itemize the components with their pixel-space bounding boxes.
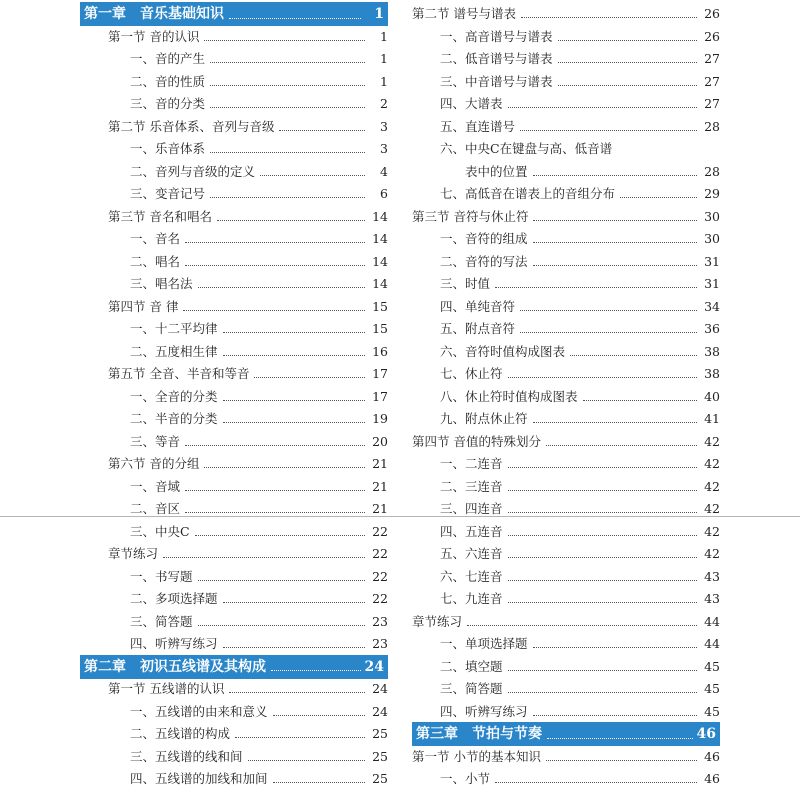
- toc-dot-leader: [254, 377, 365, 378]
- toc-entry-title: 三、中音谱号与谱表: [440, 73, 553, 89]
- toc-entry-title: 第一节 五线谱的认识: [108, 681, 225, 696]
- toc-dot-leader: [508, 557, 697, 558]
- toc-page-number: 38: [704, 366, 720, 381]
- toc-page-number: 38: [704, 343, 720, 359]
- toc-dot-leader: [508, 670, 697, 671]
- toc-dot-leader: [210, 152, 365, 153]
- toc-entry: [412, 115, 720, 137]
- toc-dot-leader: [273, 715, 365, 716]
- toc-page-number: 43: [704, 568, 720, 584]
- toc-dot-leader: [183, 310, 365, 311]
- toc-dot-leader: [508, 580, 697, 581]
- toc-entry-title: 三、五线谱的线和间: [130, 748, 243, 764]
- toc-entry-title: 第一节 小节的基本知识: [412, 748, 541, 764]
- toc-entry: [80, 475, 388, 497]
- toc-dot-leader: [620, 197, 697, 198]
- toc-entry-title: 八、休止符时值构成图表: [440, 388, 578, 404]
- toc-dot-leader: [210, 197, 365, 198]
- toc-entry-title: 一、音符的组成: [440, 231, 528, 246]
- toc-page-number: 19: [372, 411, 388, 426]
- toc-dot-leader: [210, 62, 365, 63]
- toc-page-number: 30: [704, 231, 720, 246]
- toc-dot-leader: [558, 85, 697, 86]
- toc-entry-title: 表中的位置: [440, 163, 528, 179]
- toc-entry-title: 三、时值: [440, 276, 491, 291]
- toc-page-number: 22: [372, 546, 388, 561]
- toc-entry: [80, 340, 388, 362]
- toc-entry-title: 第六节 音的分组: [108, 456, 200, 471]
- toc-page-number: 28: [704, 118, 720, 134]
- toc-entry-title: 二、五线谱的构成: [130, 726, 231, 741]
- toc-entry: [80, 385, 388, 407]
- toc-entry: [80, 722, 388, 744]
- toc-page-number: 23: [372, 636, 388, 651]
- toc-page-number: 23: [372, 613, 388, 629]
- toc-dot-leader: [520, 130, 697, 131]
- toc-page-number: 44: [704, 636, 720, 651]
- toc-dot-leader: [229, 18, 361, 19]
- toc-page-number: 17: [372, 366, 388, 381]
- toc-page-number: 17: [372, 388, 388, 404]
- toc-entry-title: 六、音符时值构成图表: [440, 343, 566, 359]
- toc-dot-leader: [508, 107, 697, 108]
- toc-entry: [412, 92, 720, 114]
- toc-dot-leader: [204, 467, 365, 468]
- toc-dot-leader: [195, 535, 365, 536]
- toc-entry-title: 四、五连音: [440, 523, 503, 539]
- toc-entry: [80, 92, 388, 114]
- toc-entry-title: 第一章 音乐基础知识: [84, 6, 224, 22]
- toc-dot-leader: [508, 602, 697, 603]
- toc-page-number: 14: [372, 208, 388, 224]
- toc-entry-title: 九、附点休止符: [440, 411, 528, 426]
- toc-entry: [80, 70, 388, 92]
- toc-dot-leader: [223, 400, 365, 401]
- toc-entry-title: 四、大谱表: [440, 96, 503, 111]
- toc-dot-leader: [185, 490, 365, 491]
- toc-page-number: 3: [380, 118, 388, 134]
- toc-page-number: 25: [372, 726, 388, 741]
- toc-dot-leader: [533, 220, 697, 221]
- toc-page-number: 14: [372, 276, 388, 291]
- toc-entry-title: 一、二连音: [440, 456, 503, 471]
- toc-entry: [412, 407, 720, 429]
- toc-entry-title: 二、三连音: [440, 478, 503, 494]
- toc-entry-title: 一、音域: [130, 478, 181, 494]
- toc-page-number: 1: [380, 51, 388, 66]
- toc-entry-title: 四、听辨写练习: [130, 636, 218, 651]
- toc-entry: [412, 632, 720, 654]
- toc-entry-title: 第三节 音符与休止符: [412, 208, 529, 224]
- toc-entry: [80, 700, 388, 722]
- toc-dot-leader: [163, 557, 365, 558]
- toc-entry: [412, 475, 720, 497]
- toc-entry: [80, 295, 388, 317]
- toc-page-number: 6: [380, 186, 388, 201]
- toc-dot-leader: [235, 737, 365, 738]
- toc-entry: [80, 182, 388, 204]
- toc-page-number: 42: [704, 456, 720, 471]
- toc-entry: [412, 295, 720, 317]
- toc-entry: [412, 520, 720, 542]
- toc-page-number: 21: [372, 456, 388, 471]
- toc-entry-title: 一、五线谱的由来和意义: [130, 703, 268, 719]
- toc-entry: [412, 272, 720, 294]
- toc-dot-leader: [198, 287, 365, 288]
- toc-page-number: 16: [372, 343, 388, 359]
- toc-entry: [412, 205, 720, 227]
- toc-chapter-entry: [412, 722, 720, 746]
- toc-entry: [412, 700, 720, 722]
- toc-dot-leader: [210, 85, 365, 86]
- toc-entry: [80, 745, 388, 767]
- toc-entry: [412, 2, 720, 24]
- toc-entry-title: 七、休止符: [440, 366, 503, 381]
- toc-page-number: 14: [372, 231, 388, 246]
- toc-entry: [412, 452, 720, 474]
- toc-entry-title: 三、简答题: [440, 681, 503, 696]
- toc-entry-title: 三、简答题: [130, 613, 193, 629]
- toc-dot-leader: [508, 377, 697, 378]
- toc-entry-title: 三、中央C: [130, 523, 190, 539]
- toc-chapter-entry: [80, 2, 388, 26]
- toc-dot-leader: [185, 445, 365, 446]
- toc-page-number: 1: [380, 28, 388, 44]
- toc-entry-title: 四、五线谱的加线和加间: [130, 771, 268, 786]
- toc-dot-leader: [533, 715, 697, 716]
- toc-page-number: 29: [704, 186, 720, 201]
- toc-dot-leader: [558, 62, 697, 63]
- toc-page-number: 27: [704, 96, 720, 111]
- toc-entry: [80, 137, 388, 159]
- toc-entry: [80, 317, 388, 339]
- toc-dot-leader: [223, 647, 365, 648]
- toc-dot-leader: [583, 400, 697, 401]
- toc-dot-leader: [223, 602, 365, 603]
- toc-dot-leader: [533, 647, 697, 648]
- toc-page-number: 3: [380, 141, 388, 156]
- toc-entry-title: 五、六连音: [440, 546, 503, 561]
- toc-dot-leader: [546, 445, 697, 446]
- toc-dot-leader: [520, 310, 697, 311]
- toc-page-number: 45: [704, 703, 720, 719]
- toc-dot-leader: [260, 175, 365, 176]
- toc-dot-leader: [185, 512, 365, 513]
- toc-entry: [80, 430, 388, 452]
- page-fold-line: [0, 516, 800, 517]
- toc-dot-leader: [521, 17, 697, 18]
- toc-page-number: 21: [372, 501, 388, 516]
- toc-dot-leader: [229, 692, 365, 693]
- toc-entry: [412, 565, 720, 587]
- toc-entry: [412, 227, 720, 249]
- toc-entry: [412, 182, 720, 204]
- toc-entry: [412, 587, 720, 609]
- toc-dot-leader: [198, 580, 365, 581]
- toc-entry: [412, 250, 720, 272]
- toc-entry: [80, 47, 388, 69]
- toc-entry: [412, 317, 720, 339]
- toc-dot-leader: [223, 422, 365, 423]
- toc-entry: [80, 407, 388, 429]
- toc-dot-leader: [533, 422, 697, 423]
- toc-entry-title: 二、音的性质: [130, 73, 206, 89]
- toc-page-number: 42: [704, 433, 720, 449]
- toc-entry-title: 三、音的分类: [130, 96, 206, 111]
- toc-page-number: 44: [704, 613, 720, 629]
- toc-entry: [412, 70, 720, 92]
- toc-page-number: 43: [704, 591, 720, 606]
- toc-dot-leader: [204, 40, 365, 41]
- toc-page-number: 22: [372, 568, 388, 584]
- toc-dot-leader: [495, 782, 697, 783]
- toc-entry-title: 二、唱名: [130, 253, 181, 269]
- toc-dot-leader: [185, 265, 365, 266]
- toc-dot-leader: [558, 40, 697, 41]
- toc-page-number: 15: [372, 321, 388, 336]
- toc-entry-title: 二、音列与音级的定义: [130, 163, 256, 179]
- toc-page-number: 24: [372, 703, 388, 719]
- toc-page-number: 24: [372, 681, 388, 696]
- toc-entry-title: 一、乐音体系: [130, 141, 206, 156]
- toc-entry-title: 一、音的产生: [130, 51, 206, 66]
- toc-entry-title: 三、等音: [130, 433, 181, 449]
- toc-entry-title: 二、填空题: [440, 658, 503, 674]
- toc-entry-title: 一、音名: [130, 231, 181, 246]
- toc-page-number: 31: [704, 276, 720, 291]
- toc-entry: [412, 610, 720, 632]
- toc-page-number: 46: [704, 748, 720, 764]
- toc-entry-title: 二、半音的分类: [130, 411, 218, 426]
- toc-dot-leader: [508, 535, 697, 536]
- toc-page-number: 42: [704, 546, 720, 561]
- toc-dot-leader: [533, 265, 697, 266]
- toc-entry-title: 五、附点音符: [440, 321, 516, 336]
- toc-dot-leader: [217, 220, 365, 221]
- toc-page-number: 25: [372, 771, 388, 786]
- toc-entry: [412, 160, 720, 182]
- toc-entry-title: 六、中央C在键盘与高、低音谱: [440, 141, 613, 156]
- toc-entry-title: 二、音区: [130, 501, 181, 516]
- toc-entry-title: 一、小节: [440, 771, 491, 786]
- toc-page-number: 15: [372, 298, 388, 314]
- toc-entry-title: 三、变音记号: [130, 186, 206, 201]
- toc-entry: [80, 227, 388, 249]
- toc-page-number: 31: [704, 253, 720, 269]
- toc-entry-title: 第二章 初识五线谱及其构成: [84, 658, 266, 675]
- toc-dot-leader: [223, 355, 365, 356]
- toc-entry: [80, 565, 388, 587]
- toc-entry-title: 一、十二平均律: [130, 321, 218, 336]
- toc-dot-leader: [520, 332, 697, 333]
- toc-entry: [412, 430, 720, 452]
- toc-page-number: 41: [704, 411, 720, 426]
- toc-entry: [80, 610, 388, 632]
- toc-entry: [80, 160, 388, 182]
- toc-entry-title: 第四节 音值的特殊划分: [412, 433, 541, 449]
- toc-dot-leader: [467, 625, 697, 626]
- toc-entry-title: 第二节 谱号与谱表: [412, 6, 516, 21]
- toc-entry: [80, 542, 388, 564]
- toc-page-number: 2: [380, 96, 388, 111]
- toc-entry-title: 第五节 全音、半音和等音: [108, 366, 250, 381]
- toc-entry: [80, 452, 388, 474]
- toc-page-number: 45: [704, 658, 720, 674]
- toc-entry-title: 一、高音谱号与谱表: [440, 28, 553, 44]
- toc-chapter-entry: [80, 655, 388, 679]
- toc-entry: [412, 25, 720, 47]
- toc-page-number: 22: [372, 591, 388, 606]
- toc-entry-title: 三、四连音: [440, 501, 503, 516]
- toc-entry: [80, 587, 388, 609]
- toc-dot-leader: [198, 625, 365, 626]
- toc-dot-leader: [271, 670, 361, 671]
- toc-entry-title: 第三章 节拍与节奏: [416, 726, 542, 742]
- toc-entry: [412, 655, 720, 677]
- toc-page-number: 42: [704, 523, 720, 539]
- toc-entry-title: 二、低音谱号与谱表: [440, 51, 553, 66]
- toc-entry: [412, 767, 720, 789]
- toc-entry: [80, 25, 388, 47]
- toc-dot-leader: [508, 512, 697, 513]
- toc-dot-leader: [533, 175, 697, 176]
- toc-page-number: 22: [372, 523, 388, 539]
- toc-dot-leader: [210, 107, 365, 108]
- toc-dot-leader: [279, 130, 365, 131]
- toc-entry-title: 第一节 音的认识: [108, 28, 200, 44]
- toc-entry: [412, 340, 720, 362]
- toc-page-number: 24: [364, 658, 384, 675]
- toc-page-number: 20: [372, 433, 388, 449]
- toc-page-number: 28: [704, 163, 720, 179]
- toc-dot-leader: [273, 782, 365, 783]
- toc-entry-title: 四、听辨写练习: [440, 703, 528, 719]
- toc-dot-leader: [223, 332, 365, 333]
- toc-dot-leader: [533, 242, 697, 243]
- toc-page-number: 4: [380, 163, 388, 179]
- toc-dot-leader: [495, 287, 697, 288]
- toc-entry-title: 六、七连音: [440, 568, 503, 584]
- toc-entry-title: 四、单纯音符: [440, 298, 516, 314]
- toc-dot-leader: [547, 738, 693, 739]
- toc-entry-title: 章节练习: [108, 546, 159, 561]
- toc-page-number: 42: [704, 501, 720, 516]
- toc-entry: [80, 632, 388, 654]
- toc-entry-title: 二、多项选择题: [130, 591, 218, 606]
- toc-entry: [80, 362, 388, 384]
- toc-entry: [80, 767, 388, 789]
- toc-page-number: 30: [704, 208, 720, 224]
- toc-entry: [412, 47, 720, 69]
- toc-entry-title: 章节练习: [412, 613, 463, 629]
- toc-page-number: 36: [704, 321, 720, 336]
- toc-entry: [412, 385, 720, 407]
- toc-entry: [412, 137, 720, 159]
- toc-dot-leader: [508, 467, 697, 468]
- toc-entry-title: 三、唱名法: [130, 276, 193, 291]
- toc-entry-title: 第四节 音 律: [108, 298, 179, 314]
- toc-page-number: 40: [704, 388, 720, 404]
- toc-page-number: 27: [704, 73, 720, 89]
- toc-entry-title: 第三节 音名和唱名: [108, 208, 212, 224]
- toc-entry: [80, 520, 388, 542]
- toc-page-number: 1: [374, 6, 384, 22]
- toc-page-number: 25: [372, 748, 388, 764]
- toc-entry: [80, 272, 388, 294]
- toc-entry-title: 一、单项选择题: [440, 636, 528, 651]
- toc-dot-leader: [570, 355, 697, 356]
- toc-dot-leader: [185, 242, 365, 243]
- toc-entry-title: 二、音符的写法: [440, 253, 528, 269]
- toc-page-number: 42: [704, 478, 720, 494]
- toc-page-number: 21: [372, 478, 388, 494]
- toc-page-number: 26: [704, 6, 720, 21]
- toc-entry-title: 一、书写题: [130, 568, 193, 584]
- toc-page-number: 34: [704, 298, 720, 314]
- toc-dot-leader: [248, 760, 365, 761]
- toc-entry-title: 第二节 乐音体系、音列与音级: [108, 118, 275, 134]
- toc-entry-title: 五、直连谱号: [440, 118, 516, 134]
- toc-entry: [80, 677, 388, 699]
- toc-page-number: 46: [696, 726, 716, 742]
- toc-page-number: 14: [372, 253, 388, 269]
- toc-entry: [80, 205, 388, 227]
- toc-page-number: 27: [704, 51, 720, 66]
- toc-entry-title: 二、五度相生律: [130, 343, 218, 359]
- toc-dot-leader: [546, 760, 697, 761]
- toc-entry: [412, 745, 720, 767]
- toc-entry-title: 七、高低音在谱表上的音组分布: [440, 186, 616, 201]
- toc-entry: [412, 542, 720, 564]
- toc-dot-leader: [508, 692, 697, 693]
- toc-page-number: 1: [380, 73, 388, 89]
- toc-entry-title: 一、全音的分类: [130, 388, 218, 404]
- toc-dot-leader: [508, 490, 697, 491]
- toc-entry-title: 七、九连音: [440, 591, 503, 606]
- toc-page-number: 45: [704, 681, 720, 696]
- toc-page-number: 26: [704, 28, 720, 44]
- toc-page-number: 46: [704, 771, 720, 786]
- toc-entry: [80, 250, 388, 272]
- toc-entry: [80, 115, 388, 137]
- toc-entry: [412, 362, 720, 384]
- toc-entry: [412, 677, 720, 699]
